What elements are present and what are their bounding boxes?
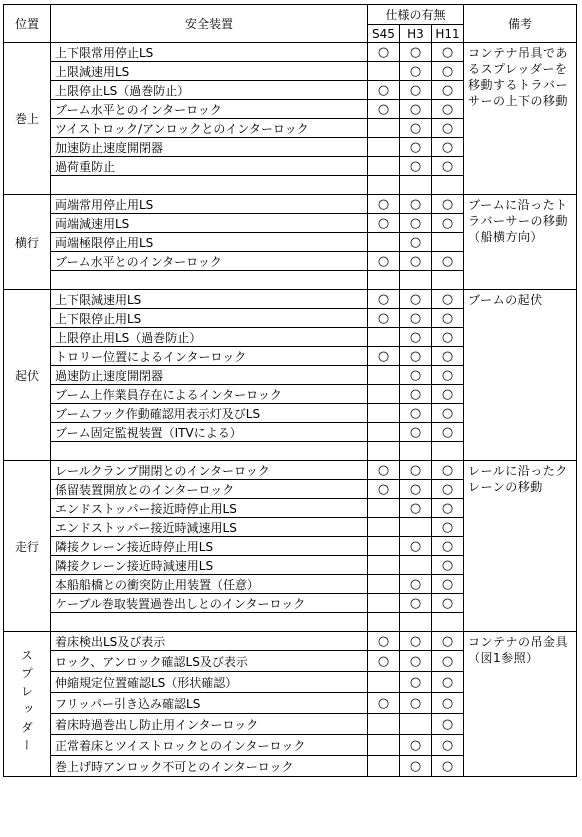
spec-mark-h11	[432, 271, 464, 290]
spec-mark-s45	[368, 735, 400, 756]
device-name: 上下限停止用LS	[51, 309, 368, 328]
spec-mark-s45	[368, 271, 400, 290]
device-name: 上下限常用停止LS	[51, 43, 368, 62]
spec-mark-h3: ○	[400, 62, 432, 81]
table-row	[4, 632, 577, 651]
device-name: 着床検出LS及び表示	[51, 632, 368, 651]
spec-mark-s45: ○	[368, 100, 400, 119]
spec-mark-s45: ○	[368, 214, 400, 233]
spec-mark-h3: ○	[400, 385, 432, 404]
device-name: 両端常用停止用LS	[51, 195, 368, 214]
spec-mark-s45: ○	[368, 480, 400, 499]
section-position	[4, 43, 51, 195]
device-name: 上限減速用LS	[51, 62, 368, 81]
spec-mark-h3	[400, 556, 432, 575]
spec-mark-s45: ○	[368, 309, 400, 328]
device-name: レールクランプ開閉とのインターロック	[51, 461, 368, 480]
device-name: 上限停止用LS（過巻防止）	[51, 328, 368, 347]
device-name: フリッパー引き込み確認LS	[51, 693, 368, 714]
spec-mark-h11: ○	[432, 632, 464, 651]
spec-mark-s45	[368, 328, 400, 347]
section-position-label: 起伏	[14, 368, 39, 383]
device-name: ブームフック作動確認用表示灯及びLS	[51, 404, 368, 423]
header-device: 安全装置	[51, 5, 368, 43]
spec-mark-h11: ○	[432, 518, 464, 537]
spec-mark-h3: ○	[400, 693, 432, 714]
device-name	[51, 613, 368, 632]
header-position: 位置	[4, 5, 51, 43]
section-note: レールに沿ったクレーンの移動	[464, 461, 577, 632]
device-name: 伸縮規定位置確認LS（形状確認）	[51, 672, 368, 693]
spec-mark-h3: ○	[400, 252, 432, 271]
spec-mark-h11	[432, 233, 464, 252]
device-name: 上下限減速用LS	[51, 290, 368, 309]
spec-mark-s45: ○	[368, 195, 400, 214]
table-body	[4, 43, 577, 777]
device-name: 加速防止速度開閉器	[51, 138, 368, 157]
spec-mark-s45	[368, 672, 400, 693]
table-row	[4, 43, 577, 62]
spec-mark-s45: ○	[368, 461, 400, 480]
device-name: 隣接クレーン接近時停止用LS	[51, 537, 368, 556]
spec-mark-h11: ○	[432, 575, 464, 594]
header-spec-h3: H3	[400, 25, 432, 43]
spec-mark-h11: ○	[432, 119, 464, 138]
device-name	[51, 271, 368, 290]
spec-mark-h11: ○	[432, 385, 464, 404]
spec-mark-h3: ○	[400, 735, 432, 756]
spec-mark-s45: ○	[368, 347, 400, 366]
spec-mark-h11: ○	[432, 214, 464, 233]
spec-mark-s45: ○	[368, 651, 400, 672]
spec-mark-s45	[368, 404, 400, 423]
spec-mark-s45: ○	[368, 693, 400, 714]
spec-mark-h11: ○	[432, 499, 464, 518]
spec-mark-h3: ○	[400, 43, 432, 62]
spec-mark-h11	[432, 442, 464, 461]
spec-mark-h3	[400, 613, 432, 632]
spec-mark-h11: ○	[432, 157, 464, 176]
device-name: ケーブル巻取装置過巻出しとのインターロック	[51, 594, 368, 613]
spec-mark-h11: ○	[432, 672, 464, 693]
spec-mark-h11: ○	[432, 461, 464, 480]
spec-mark-h3: ○	[400, 461, 432, 480]
spec-mark-h3	[400, 518, 432, 537]
spec-mark-h11: ○	[432, 43, 464, 62]
safety-device-table	[3, 4, 577, 777]
section-note: ブームに沿ったトラバーサーの移動（船横方向）	[464, 195, 577, 290]
spec-mark-s45	[368, 366, 400, 385]
spec-mark-h3: ○	[400, 214, 432, 233]
section-note: ブームの起伏	[464, 290, 577, 461]
spec-mark-h11: ○	[432, 81, 464, 100]
spec-mark-s45	[368, 714, 400, 735]
device-name: エンドストッパー接近時減速用LS	[51, 518, 368, 537]
spec-mark-h11: ○	[432, 480, 464, 499]
spec-mark-h3: ○	[400, 480, 432, 499]
spec-mark-h3: ○	[400, 100, 432, 119]
spec-mark-s45: ○	[368, 81, 400, 100]
device-name: 両端極限停止用LS	[51, 233, 368, 252]
spec-mark-h3: ○	[400, 404, 432, 423]
spec-mark-h11: ○	[432, 366, 464, 385]
spec-mark-h3	[400, 714, 432, 735]
table-row	[4, 290, 577, 309]
spec-mark-s45	[368, 756, 400, 777]
device-name: 正常着床とツイストロックとのインターロック	[51, 735, 368, 756]
spec-mark-h11: ○	[432, 404, 464, 423]
header-spec-s45: S45	[368, 25, 400, 43]
device-name	[51, 442, 368, 461]
spec-mark-h3: ○	[400, 423, 432, 442]
spec-mark-h3: ○	[400, 119, 432, 138]
spec-mark-s45	[368, 423, 400, 442]
spec-mark-h11: ○	[432, 138, 464, 157]
spec-mark-h3: ○	[400, 575, 432, 594]
spec-mark-s45	[368, 575, 400, 594]
device-name	[51, 176, 368, 195]
spec-mark-h3: ○	[400, 594, 432, 613]
section-note: コンテナ吊具であるスプレッダーを移動するトラバーサーの上下の移動	[464, 43, 577, 195]
spec-mark-h3: ○	[400, 195, 432, 214]
spec-mark-s45	[368, 442, 400, 461]
spec-mark-s45: ○	[368, 252, 400, 271]
spec-mark-h3: ○	[400, 290, 432, 309]
spec-mark-s45	[368, 594, 400, 613]
device-name: トロリー位置によるインターロック	[51, 347, 368, 366]
device-name: ツイストロック/アンロックとのインターロック	[51, 119, 368, 138]
section-note: コンテナの吊金具（図1参照）	[464, 632, 577, 777]
spec-mark-s45	[368, 176, 400, 195]
header-spec-h11: H11	[432, 25, 464, 43]
section-position	[4, 195, 51, 290]
spec-mark-h3: ○	[400, 328, 432, 347]
device-name: ブーム固定監視装置（ITVによる）	[51, 423, 368, 442]
spec-mark-h11	[432, 613, 464, 632]
spec-mark-h11: ○	[432, 735, 464, 756]
spec-mark-s45: ○	[368, 290, 400, 309]
device-name: 両端減速用LS	[51, 214, 368, 233]
spec-mark-s45	[368, 62, 400, 81]
device-name: 係留装置開放とのインターロック	[51, 480, 368, 499]
spec-mark-h11: ○	[432, 537, 464, 556]
section-position-label: 巻上	[14, 112, 39, 126]
device-name: ロック、アンロック確認LS及び表示	[51, 651, 368, 672]
section-position-label: 走行	[14, 539, 39, 554]
device-name: ブーム上作業員存在によるインターロック	[51, 385, 368, 404]
spec-mark-s45	[368, 233, 400, 252]
spec-mark-h3: ○	[400, 651, 432, 672]
device-name: 着床時過巻出し防止用インターロック	[51, 714, 368, 735]
device-name: 本船船橋との衝突防止用装置（任意）	[51, 575, 368, 594]
section-position	[4, 632, 51, 777]
spec-mark-h11: ○	[432, 309, 464, 328]
spec-mark-h3	[400, 271, 432, 290]
header-notes: 備考	[464, 5, 577, 43]
spec-mark-h3: ○	[400, 138, 432, 157]
spec-mark-h11: ○	[432, 328, 464, 347]
device-name: 巻上げ時アンロック不可とのインターロック	[51, 756, 368, 777]
spec-mark-s45	[368, 537, 400, 556]
spec-mark-h3: ○	[400, 157, 432, 176]
section-position-label: スプレッダー	[19, 648, 34, 757]
spec-mark-h11: ○	[432, 62, 464, 81]
spec-mark-s45	[368, 613, 400, 632]
device-name: 上限停止LS（過巻防止）	[51, 81, 368, 100]
spec-mark-h3: ○	[400, 366, 432, 385]
spec-mark-h11: ○	[432, 100, 464, 119]
spec-mark-s45	[368, 385, 400, 404]
spec-mark-h3	[400, 442, 432, 461]
spec-mark-h3: ○	[400, 81, 432, 100]
spec-mark-h3: ○	[400, 233, 432, 252]
header-spec-group: 仕様の有無	[368, 5, 464, 25]
spec-mark-h3: ○	[400, 672, 432, 693]
device-name: 隣接クレーン接近時減速用LS	[51, 556, 368, 575]
table-row	[4, 461, 577, 480]
device-name: エンドストッパー接近時停止用LS	[51, 499, 368, 518]
spec-mark-h3: ○	[400, 632, 432, 651]
spec-mark-s45	[368, 499, 400, 518]
spec-mark-h3: ○	[400, 499, 432, 518]
spec-mark-h11: ○	[432, 756, 464, 777]
section-position	[4, 290, 51, 461]
spec-mark-h3: ○	[400, 347, 432, 366]
spec-mark-h11: ○	[432, 594, 464, 613]
spec-mark-s45	[368, 138, 400, 157]
spec-mark-h11: ○	[432, 195, 464, 214]
spec-mark-s45	[368, 556, 400, 575]
spec-mark-h3	[400, 176, 432, 195]
spec-mark-h11	[432, 176, 464, 195]
device-name: 過荷重防止	[51, 157, 368, 176]
spec-mark-h11: ○	[432, 252, 464, 271]
spec-mark-h11: ○	[432, 347, 464, 366]
spec-mark-s45	[368, 119, 400, 138]
spec-mark-s45: ○	[368, 43, 400, 62]
spec-mark-s45: ○	[368, 632, 400, 651]
spec-mark-s45	[368, 157, 400, 176]
spec-mark-h11: ○	[432, 651, 464, 672]
device-name: ブーム水平とのインターロック	[51, 100, 368, 119]
spec-mark-h11: ○	[432, 714, 464, 735]
spec-mark-h3: ○	[400, 756, 432, 777]
device-name: ブーム水平とのインターロック	[51, 252, 368, 271]
spec-mark-h11: ○	[432, 693, 464, 714]
device-name: 過速防止速度開閉器	[51, 366, 368, 385]
section-position	[4, 461, 51, 632]
spec-mark-h11: ○	[432, 290, 464, 309]
spec-mark-h11: ○	[432, 423, 464, 442]
spec-mark-h3: ○	[400, 537, 432, 556]
spec-mark-h3: ○	[400, 309, 432, 328]
spec-mark-s45	[368, 518, 400, 537]
spec-mark-h11: ○	[432, 556, 464, 575]
table-row	[4, 195, 577, 214]
section-position-label: 横行	[14, 235, 39, 250]
